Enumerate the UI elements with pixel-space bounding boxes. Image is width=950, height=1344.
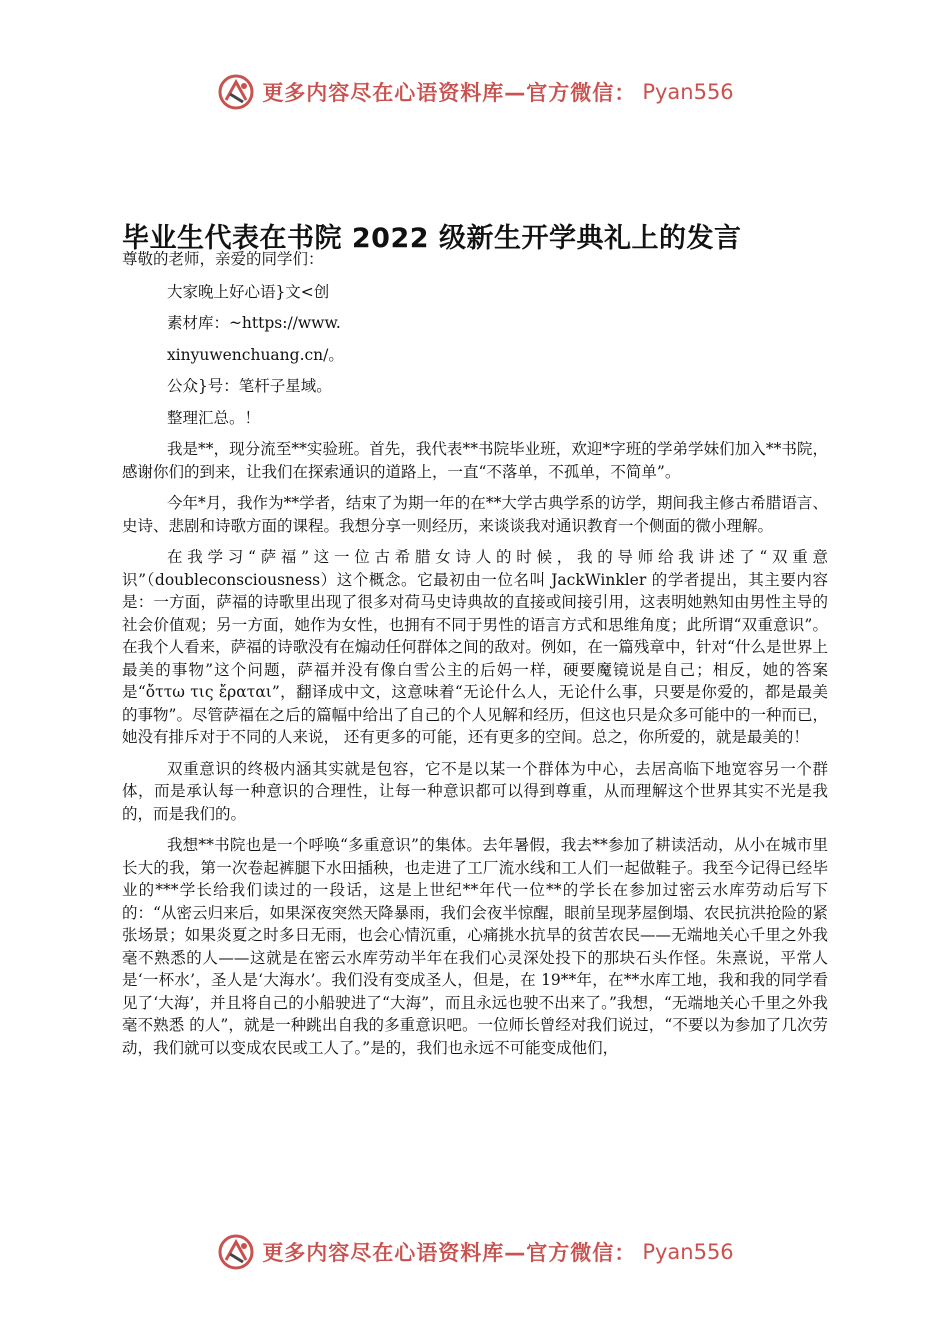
document-body [122, 248, 828, 1068]
header-banner [0, 70, 950, 114]
paragraph: 我想**书院也是一个呼唤“多重意识”的集体。去年暑假，我去**参加了耕读活动，从小在城市里长大的我，第一次卷起裤腿下水田插秧，也走进了工厂流水线和工人们一起做鞋子。我至今记得已经毕业的***学长给我们读过的一段话，这是上世纪**年代一位**的学长在参加过密云水库劳动后写下的：“从密云归来后，如果深夜突然天降暴雨，我们会夜半惊醒，眼前呈现茅屋倒塌、农民抗洪抢险的紧张场景；如果炎夏之时多日无雨，也会心情沉重，心痛挑水抗旱的贫苦农民——无端地关心千里之外我毫不熟悉的人——这就是在密云水库劳动半年在我们心灵深处投下的那块石头作怪。朱熹说，平常人是‘一杯水’，圣人是‘大海水’。我们没有变成圣人，但是，在 19**年，在**水库工地，我和我的同学看见了‘大海’，并且将自己的小船驶进了“大海”，而且永远也驶不出来了。”我想，“无端地关心千里之外我毫不熟悉 的人”，就是一种跳出自我的多重意识吧。一位师长曾经对我们说过，“不要以为参加了几次劳动，我们就可以变成农民或工人了。”是的，我们也永远不可能变成他们， [122, 836, 828, 1057]
footer-account: Pyan556 [642, 1240, 734, 1264]
footer-banner [0, 1230, 950, 1274]
paragraph: 今年*月，我作为**学者，结束了为期一年的在**大学古典学系的访学，期间我主修古希腊语言、史诗、悲剧和诗歌方面的课程。我想分享一则经历，来谈谈我对通识教育一个侧面的微小理解。 [122, 494, 828, 535]
short-line: xinyuwenchuang.cn/。 [166, 345, 344, 364]
short-line: 整理汇总。！ [166, 408, 260, 427]
brand-logo-icon [216, 1232, 256, 1272]
paragraph: 双重意识的终极内涵其实就是包容，它不是以某一个群体为中心，去居高临下地宽容另一个群体，而是承认每一种意识的合理性，让每一种意识都可以得到尊重，从而理解这个世界其实不光是我的，而是我们的。 [122, 759, 828, 823]
short-line: 公众}号：笔杆子星域。 [166, 377, 332, 395]
paragraph: 我是**，现分流至**实验班。首先，我代表**书院毕业班，欢迎*字班的学弟学妹们加入**书院，感谢你们的到来，让我们在探索通识的道路上，一直“不落单，不孤单，不简单”。 [122, 440, 828, 481]
header-account: Pyan556 [642, 80, 734, 104]
short-line: 素材库：~https://www. [166, 314, 341, 332]
salutation: 尊敬的老师，亲爱的同学们： [122, 250, 324, 268]
footer-text: 更多内容尽在心语资料库—官方微信： [262, 1241, 637, 1265]
short-line: 大家晚上好心语}文<创 [166, 282, 330, 301]
header-text: 更多内容尽在心语资料库—官方微信： [262, 81, 637, 105]
brand-logo-icon [216, 72, 256, 112]
document-title: 毕业生代表在书院 2022 级新生开学典礼上的发言 [122, 223, 742, 255]
paragraph: 在我学习“萨福”这一位古希腊女诗人的时候，我的导师给我讲述了“双重意识”（doubleconsciousness）这个概念。它最初由一位名叫 JackWinkler 的学者提出，其主要内容是：一方面，萨福的诗歌里出现了很多对荷马史诗典故的直接或间接引用，这表明她熟知由男性主导的社会价值观；另一方面，她作为女性，也拥有不同于男性的语言方式和思维角度；此所谓“双重意识”。在我个人看来，萨福的诗歌没有在煽动任何群体之间的敌对。例如，在一篇残章中，针对“什么是世界上最美的事物”这个问题，萨福并没有像白雪公主的后妈一样，硬要魔镜说是自己；相反，她的答案是“ὄττω τις ἔραται”，翻译成中文，这意味着“无论什么人，无论什么事，只要是你爱的，都是最美的事物”。尽管萨福在之后的篇幅中给出了自己的个人见解和经历，但这也只是众多可能中的一种而已，她没有排斥对于不同的人来说， 还有更多的可能，还有更多的空间。总之，你所爱的，就是最美的！ [122, 548, 828, 746]
